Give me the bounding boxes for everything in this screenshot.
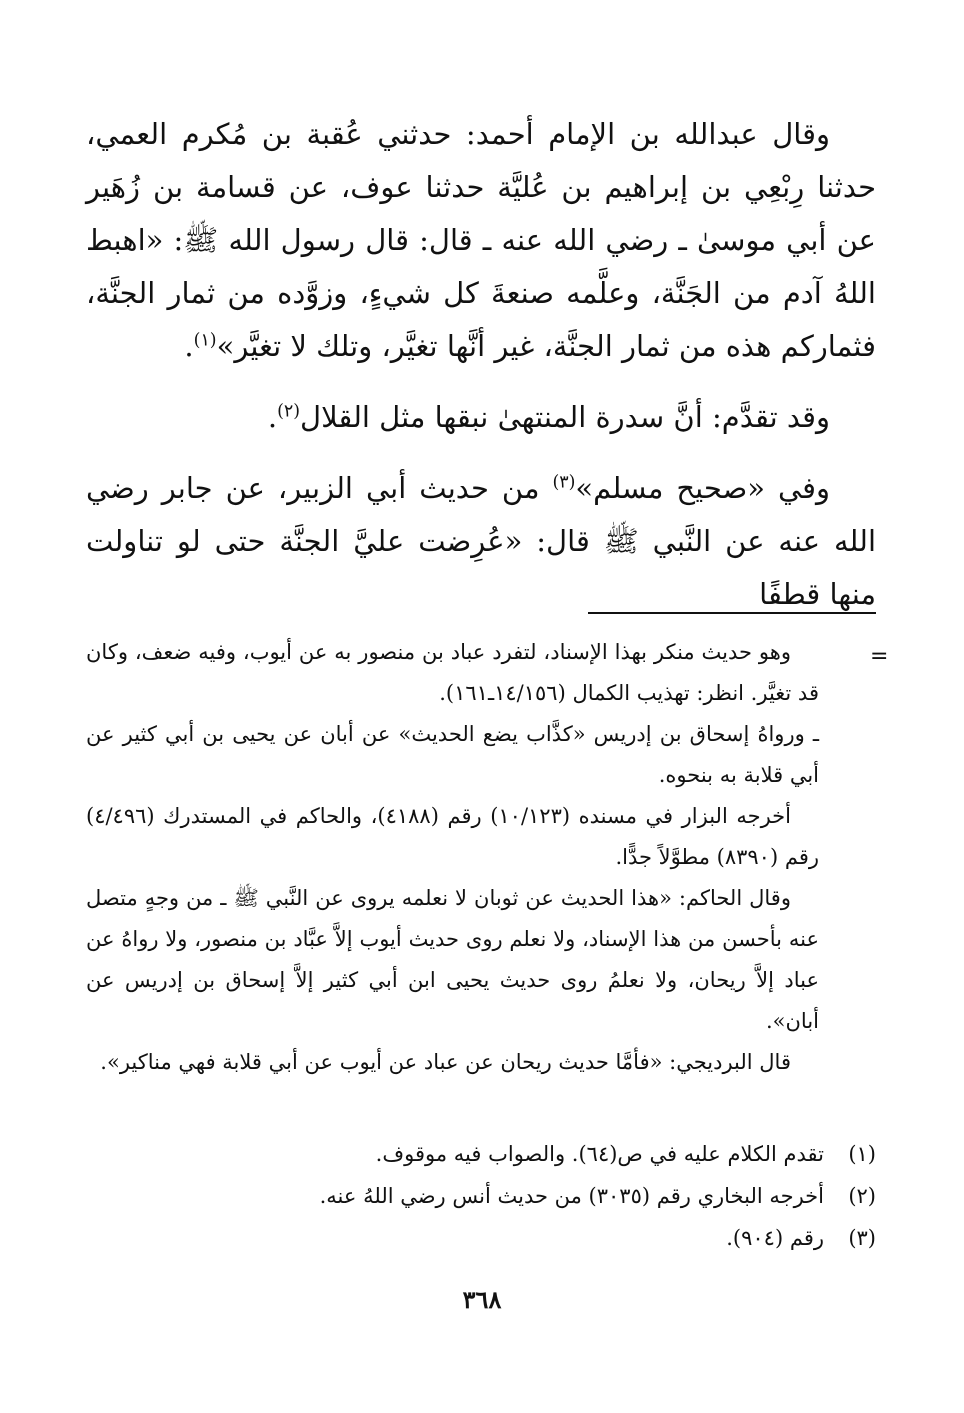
footnote-item (86, 1217, 876, 1259)
footnote-paragraph: وهو حديث منكر بهذا الإسناد، لتفرد عباد بن منصور به عن أيوب، وفيه ضعف، وكان قد تغيَّر. انظر: تهذيب الكمال (١٤/١٥٦ـ١٦١). (86, 640, 819, 705)
footnote-number: (٣) (848, 1226, 876, 1250)
footnote-paragraph: قال البرديجي: «فأمَّا حديث ريحان عن عباد عن أيوب عن أبي قلابة فهي مناكير». (100, 1050, 791, 1074)
paragraph-2 (86, 391, 876, 444)
paragraph-3-text-a: وفي «صحيح مسلم» (575, 471, 830, 505)
paragraph-2-end: . (267, 400, 278, 434)
footnote-ref-1: (١) (193, 330, 217, 351)
paragraph-2-text: وقد تقدَّم: أنَّ سدرة المنتهىٰ نبقها مثل القلال (300, 400, 830, 434)
footnote-number: (٢) (848, 1184, 876, 1208)
footnote-item (86, 1175, 876, 1217)
paragraph-1 (86, 108, 876, 373)
footnote-paragraph: ـ ورواهُ إسحاق بن إدريس «كذَّاب يضع الحديث» عن أبان عن يحيى بن أبي كثير عن أبي قلابة به بنحوه. (86, 722, 819, 787)
footnotes-list (86, 1133, 876, 1259)
footnote-ref-3: (٣) (552, 472, 576, 493)
footnote-text: رقم (٩٠٤). (726, 1226, 824, 1250)
footnote-item (86, 1133, 876, 1175)
footnote-separator (588, 612, 876, 614)
continuation-mark: = (870, 644, 889, 669)
paragraph-1-end: . (184, 329, 194, 363)
footnote-text: تقدم الكلام عليه في ص(٦٤). والصواب فيه موقوف. (375, 1142, 824, 1166)
footnote-paragraph: وقال الحاكم: «هذا الحديث عن ثوبان لا نعلمه يروى عن النَّبي ﷺ ـ من وجهٍ متصل عنه بأحسن من هذا الإسناد، ولا نعلم روى حديث أيوب إلاَّ عبَّاد بن منصور، ولا رواهُ عن عباد إلاَّ ريحان، ولا نعلمُ روى حديث يحيى ابن أبي كثير إلاَّ إسحاق بن إدريس عن أبان». (86, 886, 819, 1033)
paragraph-3-text-b: من حديث أبي الزبير، عن جابر رضي الله عنه عن النَّبي ﷺ قال: «عُرِضت عليَّ الجنَّة حتى لو تناولت منها قطفًا (86, 471, 876, 611)
paragraph-1-text: وقال عبدالله بن الإمام أحمد: حدثني عُقبة بن مُكرم العمي، حدثنا رِبْعِي بن إبراهيم بن عُليَّة حدثنا عوف، عن قسامة بن زُهَير عن أبي موسىٰ ـ رضي الله عنه ـ قال: قال رسول الله ﷺ: «اهبط اللهُ آدم من الجَنَّة، وعلَّمه صنعةَ كل شيءٍ، وزوَّده من ثمار الجنَّة، فثماركم هذه من ثمار الجنَّة، غير أنَّها تغيَّر، وتلك لا تغيَّر» (86, 117, 876, 363)
paragraph-3 (86, 462, 876, 621)
footnote-paragraph: أخرجه البزار في مسنده (١٠/١٢٣) رقم (٤١٨٨)، والحاكم في المستدرك (٤/٤٩٦) رقم (٨٣٩٠) مطوَّلاً جدًّا. (86, 804, 819, 869)
page-number: ٣٦٨ (462, 1285, 502, 1314)
footnote-number: (١) (848, 1142, 876, 1166)
footnote-text: أخرجه البخاري رقم (٣٠٣٥) من حديث أنس رضي اللهُ عنه. (319, 1184, 824, 1208)
main-text (86, 108, 876, 621)
footnote-continuation (86, 632, 819, 1083)
footnote-ref-2: (٢) (277, 401, 301, 422)
